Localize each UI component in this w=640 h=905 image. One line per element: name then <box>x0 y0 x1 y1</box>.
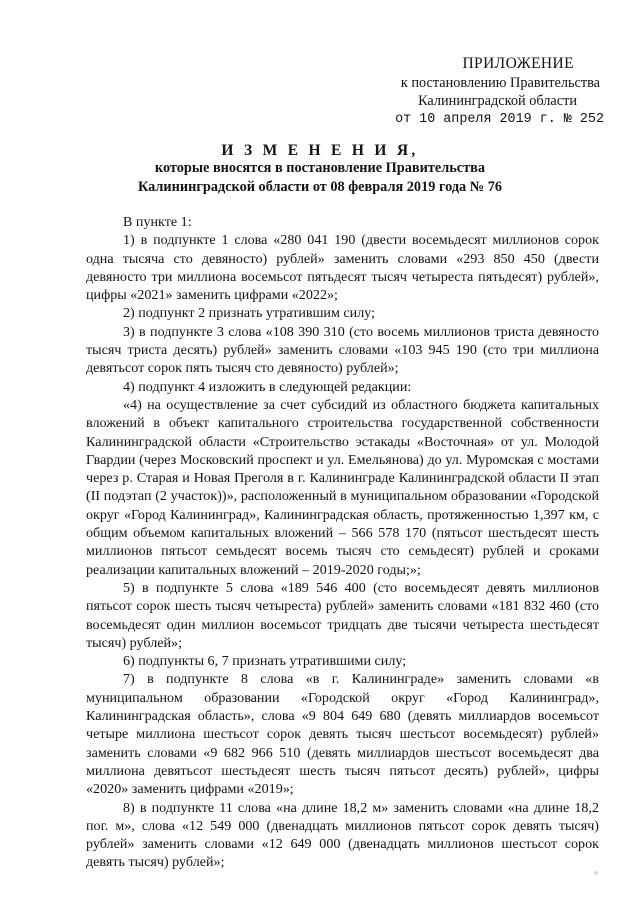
paragraph-item-7: 7) в подпункте 8 слова «в г. Калининграде» заменить словами «в муниципальном образовании «Городской округ «Город Калининград», Калининградская область», слова «9 804 649 680 (девять миллиардов восемьсот четыре миллиона шестьсот сорок девять тысяч шестьсот восемьдесят) рублей» заменить словами «9 682 966 510 (девять миллиардов шестьсот восемьдесят два миллиона девятьсот шестьдесят шесть тысяч пятьсот десять) рублей», цифры «2020» заменить цифрами «2019»; <box>86 671 599 798</box>
paragraph-item-6: 6) подпункты 6, 7 признать утратившими силу; <box>123 653 407 670</box>
paragraph-item-4: 4) подпункт 4 изложить в следующей редакции: <box>123 378 412 395</box>
paragraph-item-3: 3) в подпункте 3 слова «108 390 310 (сто восемь миллионов триста девяносто тысяч триста десять) рублей» заменить словами «103 945 190 (сто три миллиона девятьсот сорок пять тысяч сто девяносто) рублей»; <box>86 323 599 377</box>
paragraph-item-5: 5) в подпункте 5 слова «189 546 400 (сто восемьдесят девять миллионов пятьсот сорок шесть тысяч четыреста) рублей» заменить словами «181 832 460 (сто восемьдесят один миллион восемьсот тридцать две тысячи четыреста шестьдесят тысяч) рублей»; <box>86 579 599 651</box>
paragraph-item-8: 8) в подпункте 11 слова «на длине 18,2 м» заменить словами «на длине 18,2 пог. м», слова «12 549 000 (двенадцать миллионов пятьсот сорок девять тысяч) рублей» заменить словами «12 649 000 (двенадцать миллионов шестьсот сорок девять тысяч) рублей»; <box>86 799 599 871</box>
paragraph-intro: В пункте 1: <box>123 214 192 230</box>
paragraph-item-4-text: «4) на осуществление за счет субсидий из областного бюджета капитальных вложений в объект капитального строительства государственной собственности Калининградской области «Строительство эстакады «Восточная» от ул. Молодой Гвардии (через Московский проспект и ул. Емельянова) до ул. Муромская с мостами через р. Старая и Новая Преголя в г. Калининграде Калининградской области II этап (II подэтап (2 участок))», расположенный в муниципальном образовании «Городской округ «Город Калининград», Калининградская область, протяженностью 1,397 км, с общим объемом капитальных вложений – 566 578 170 (пятьсот шестьдесят шесть миллионов пятьсот семьдесят восемь тысяч сто семьдесят) рублей и сроками реализации капитальных вложений – 2019-2020 годы;»; <box>86 396 599 578</box>
subtitle-line-2: Калининградской области от 08 февраля 2019 года № 76 <box>137 179 503 195</box>
document-body <box>86 213 599 872</box>
appendix-title: ПРИЛОЖЕНИЕ <box>462 55 574 72</box>
paragraph-item-1: 1) в подпункте 1 слова «280 041 190 (двести восемьдесят миллионов сорок одна тысяча сто девяносто) рублей» заменить словами «293 850 450 (двести девяносто три миллиона восемьсот пятьдесят тысяч четыреста пятьдесят) рублей», цифры «2021» заменить цифрами «2022»; <box>86 232 599 304</box>
appendix-resolution-ref: к постановлению Правительства <box>400 74 600 91</box>
subtitle-line-1: которые вносятся в постановление Правительства <box>154 160 486 176</box>
document-subtitle <box>0 159 640 197</box>
appendix-block <box>344 55 604 129</box>
appendix-date-number: от 10 апреля 2019 г. № 252 <box>395 111 604 127</box>
scan-speck <box>594 871 598 875</box>
appendix-region: Калининградской области <box>418 93 577 109</box>
paragraph-item-2: 2) подпункт 2 признать утратившим силу; <box>123 305 376 322</box>
document-title: И З М Е Н Е Н И Я, <box>221 142 419 159</box>
